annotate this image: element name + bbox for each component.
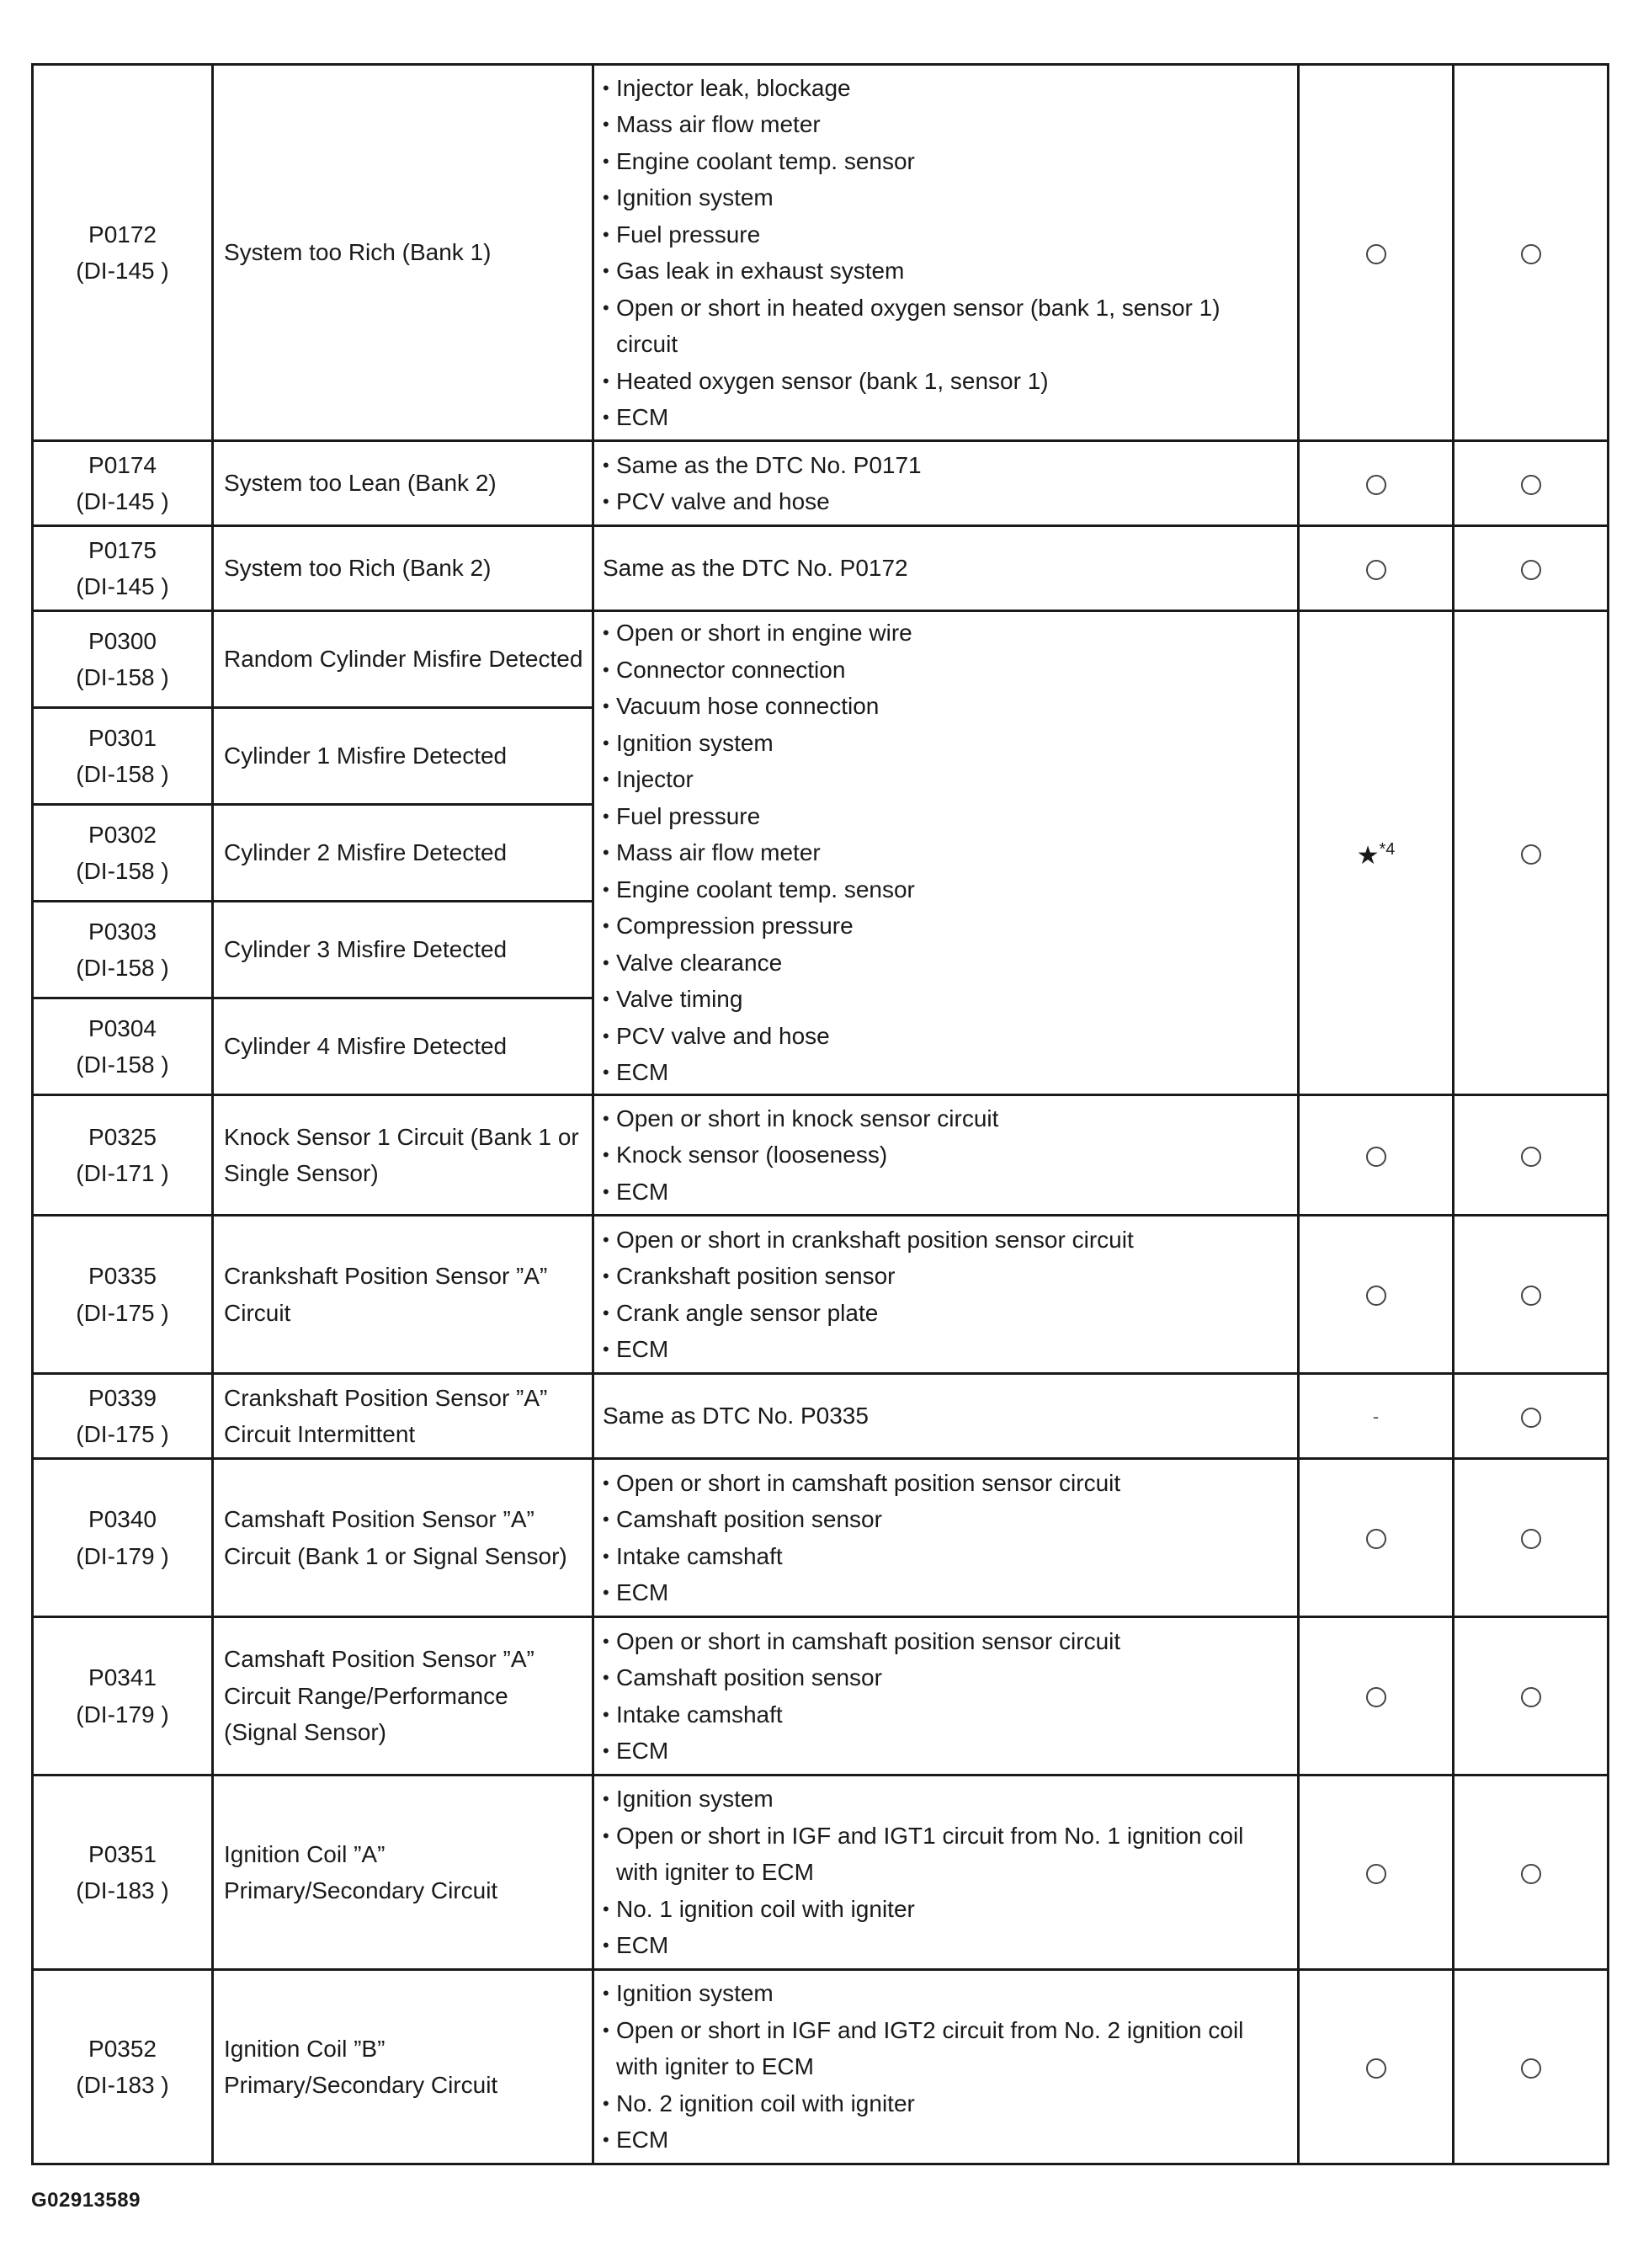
list-item: • ECM: [603, 1178, 669, 1205]
list-item: • Open or short in crankshaft position sensor circuit: [603, 1226, 1134, 1253]
list-item: • Injector leak, blockage: [603, 74, 851, 101]
trouble-area-cell: [593, 1216, 1299, 1374]
mil-cell: [1299, 526, 1454, 611]
list-item: • Open or short in IGF and IGT1 circuit from No. 1 ignition coil with igniter to ECM: [603, 1822, 1244, 1886]
circle-icon: [1521, 1147, 1541, 1167]
dtc-code-cell: P0339 (DI-175 ): [33, 1374, 213, 1459]
circle-icon: [1366, 560, 1386, 580]
table-row: [33, 1216, 1609, 1374]
circle-icon: [1366, 1687, 1386, 1707]
memory-cell: [1454, 611, 1609, 1095]
dtc-code-cell: P0174 (DI-145 ): [33, 441, 213, 526]
mil-cell: [1299, 1970, 1454, 2164]
trouble-area-cell: [593, 1459, 1299, 1617]
trouble-area-cell: [593, 1776, 1299, 1970]
list-item: • Open or short in camshaft position sensor circuit: [603, 1627, 1121, 1654]
dtc-code-cell: P0352 (DI-183 ): [33, 1970, 213, 2164]
detection-item-cell: Crankshaft Position Sensor ”A” Circuit Intermittent: [213, 1374, 593, 1459]
circle-icon: [1521, 475, 1541, 495]
table-row: [33, 611, 1609, 708]
detection-item-cell: Cylinder 2 Misfire Detected: [213, 805, 593, 902]
dtc-table: [31, 63, 1609, 2165]
list-item: • Knock sensor (looseness): [603, 1142, 888, 1169]
list-item: • Mass air flow meter: [603, 111, 821, 137]
list-item: • Fuel pressure: [603, 802, 761, 829]
list-item: • Compression pressure: [603, 913, 854, 940]
trouble-area-cell: Same as DTC No. P0335: [593, 1374, 1299, 1459]
list-item: • Camshaft position sensor: [603, 1506, 882, 1532]
memory-cell: [1454, 1459, 1609, 1617]
table-row: [33, 1374, 1609, 1459]
dtc-code-cell: P0304 (DI-158 ): [33, 998, 213, 1095]
list-item: • PCV valve and hose: [603, 488, 830, 514]
mil-cell: [1299, 441, 1454, 526]
memory-cell: [1454, 1216, 1609, 1374]
trouble-area-cell: [593, 1970, 1299, 2164]
detection-item-cell: Camshaft Position Sensor ”A” Circuit (Bank 1 or Signal Sensor): [213, 1459, 593, 1617]
mil-cell: [1299, 65, 1454, 441]
table-row: [33, 1095, 1609, 1216]
dtc-code-cell: P0341 (DI-179 ): [33, 1617, 213, 1776]
detection-item-cell: Random Cylinder Misfire Detected: [213, 611, 593, 708]
list-item: • Same as the DTC No. P0171: [603, 451, 922, 478]
circle-icon: [1521, 1286, 1541, 1306]
list-item: • Open or short in heated oxygen sensor (bank 1, sensor 1) circuit: [603, 294, 1221, 357]
dtc-code-cell: P0301 (DI-158 ): [33, 708, 213, 805]
list-item: • Ignition system: [603, 184, 774, 210]
trouble-area-cell: [593, 611, 1299, 1095]
detection-item-cell: Camshaft Position Sensor ”A” Circuit Range/Performance (Signal Sensor): [213, 1617, 593, 1776]
trouble-area-cell: Same as the DTC No. P0172: [593, 526, 1299, 611]
circle-icon: [1366, 1286, 1386, 1306]
list-item: • Fuel pressure: [603, 221, 761, 248]
dtc-code-cell: P0172 (DI-145 ): [33, 65, 213, 441]
figure-id: G02913589: [31, 2189, 141, 2212]
list-item: • ECM: [603, 1336, 669, 1362]
list-item: • Valve timing: [603, 986, 743, 1013]
list-item: • ECM: [603, 1579, 669, 1605]
memory-cell: [1454, 441, 1609, 526]
list-item: • Valve clearance: [603, 949, 783, 976]
list-item: • Heated oxygen sensor (bank 1, sensor 1): [603, 367, 1049, 394]
list-item: • Open or short in IGF and IGT2 circuit from No. 2 ignition coil with igniter to ECM: [603, 2016, 1244, 2080]
memory-cell: [1454, 526, 1609, 611]
list-item: • Connector connection: [603, 656, 846, 683]
mil-cell: [1299, 1095, 1454, 1216]
dtc-code-cell: P0351 (DI-183 ): [33, 1776, 213, 1970]
circle-icon: [1521, 560, 1541, 580]
table-row: [33, 526, 1609, 611]
list-item: • Camshaft position sensor: [603, 1664, 882, 1690]
list-item: • Open or short in camshaft position sensor circuit: [603, 1469, 1121, 1496]
circle-icon: [1366, 1864, 1386, 1884]
list-item: • Crank angle sensor plate: [603, 1299, 879, 1326]
dash-mark: -: [1372, 1406, 1380, 1428]
circle-icon: [1521, 244, 1541, 264]
dtc-code-cell: P0300 (DI-158 ): [33, 611, 213, 708]
detection-item-cell: Knock Sensor 1 Circuit (Bank 1 or Single Sensor): [213, 1095, 593, 1216]
detection-item-cell: Ignition Coil ”A” Primary/Secondary Circuit: [213, 1776, 593, 1970]
mil-cell: [1299, 1459, 1454, 1617]
detection-item-cell: Cylinder 4 Misfire Detected: [213, 998, 593, 1095]
memory-cell: [1454, 1374, 1609, 1459]
circle-icon: [1366, 1529, 1386, 1549]
detection-item-cell: Cylinder 3 Misfire Detected: [213, 902, 593, 998]
star-icon: ★$^{*4}$: [1356, 839, 1396, 870]
list-item: • ECM: [603, 1059, 669, 1086]
detection-item-cell: Crankshaft Position Sensor ”A” Circuit: [213, 1216, 593, 1374]
list-item: • Injector: [603, 766, 694, 793]
circle-icon: [1366, 1147, 1386, 1167]
list-item: • Open or short in engine wire: [603, 620, 912, 647]
circle-icon: [1521, 1687, 1541, 1707]
table-row: [33, 1617, 1609, 1776]
table-row: [33, 1459, 1609, 1617]
detection-item-cell: System too Rich (Bank 2): [213, 526, 593, 611]
dtc-code-cell: P0335 (DI-175 ): [33, 1216, 213, 1374]
mil-cell: [1299, 1776, 1454, 1970]
mil-cell: [1299, 1216, 1454, 1374]
trouble-area-cell: [593, 441, 1299, 526]
dtc-code-cell: P0175 (DI-145 ): [33, 526, 213, 611]
memory-cell: [1454, 65, 1609, 441]
dtc-code-cell: P0302 (DI-158 ): [33, 805, 213, 902]
detection-item-cell: Ignition Coil ”B” Primary/Secondary Circuit: [213, 1970, 593, 2164]
table-row: [33, 1776, 1609, 1970]
circle-icon: [1366, 475, 1386, 495]
circle-icon: [1366, 244, 1386, 264]
mil-cell: [1299, 611, 1454, 1095]
list-item: • ECM: [603, 404, 669, 430]
list-item: • Mass air flow meter: [603, 839, 821, 866]
memory-cell: [1454, 1095, 1609, 1216]
dtc-code-cell: P0340 (DI-179 ): [33, 1459, 213, 1617]
circle-icon: [1521, 1864, 1541, 1884]
list-item: • Intake camshaft: [603, 1701, 783, 1728]
table-row: [33, 441, 1609, 526]
dtc-code-cell: P0325 (DI-171 ): [33, 1095, 213, 1216]
trouble-area-cell: [593, 1617, 1299, 1776]
list-item: • No. 1 ignition coil with igniter: [603, 1895, 915, 1922]
memory-cell: [1454, 1617, 1609, 1776]
list-item: • Engine coolant temp. sensor: [603, 147, 915, 174]
table-row: [33, 65, 1609, 441]
list-item: • Vacuum hose connection: [603, 693, 880, 720]
list-item: • Intake camshaft: [603, 1542, 783, 1569]
trouble-area-cell: [593, 65, 1299, 441]
list-item: • Gas leak in exhaust system: [603, 258, 905, 284]
list-item: • Ignition system: [603, 1980, 774, 2007]
memory-cell: [1454, 1776, 1609, 1970]
dtc-code-cell: P0303 (DI-158 ): [33, 902, 213, 998]
detection-item-cell: System too Lean (Bank 2): [213, 441, 593, 526]
circle-icon: [1521, 1408, 1541, 1428]
trouble-area-cell: [593, 1095, 1299, 1216]
circle-icon: [1521, 844, 1541, 865]
mil-cell: [1299, 1374, 1454, 1459]
list-item: • No. 2 ignition coil with igniter: [603, 2090, 915, 2116]
list-item: • ECM: [603, 1738, 669, 1764]
memory-cell: [1454, 1970, 1609, 2164]
table-row: [33, 1970, 1609, 2164]
list-item: • Engine coolant temp. sensor: [603, 876, 915, 902]
circle-icon: [1366, 2058, 1386, 2079]
list-item: • Ignition system: [603, 1786, 774, 1813]
circle-icon: [1521, 2058, 1541, 2079]
circle-icon: [1521, 1529, 1541, 1549]
list-item: • PCV valve and hose: [603, 1022, 830, 1049]
list-item: • Open or short in knock sensor circuit: [603, 1105, 999, 1131]
detection-item-cell: Cylinder 1 Misfire Detected: [213, 708, 593, 805]
list-item: • ECM: [603, 1932, 669, 1959]
mil-cell: [1299, 1617, 1454, 1776]
detection-item-cell: System too Rich (Bank 1): [213, 65, 593, 441]
list-item: • Crankshaft position sensor: [603, 1263, 896, 1289]
list-item: • Ignition system: [603, 729, 774, 756]
list-item: • ECM: [603, 2127, 669, 2154]
